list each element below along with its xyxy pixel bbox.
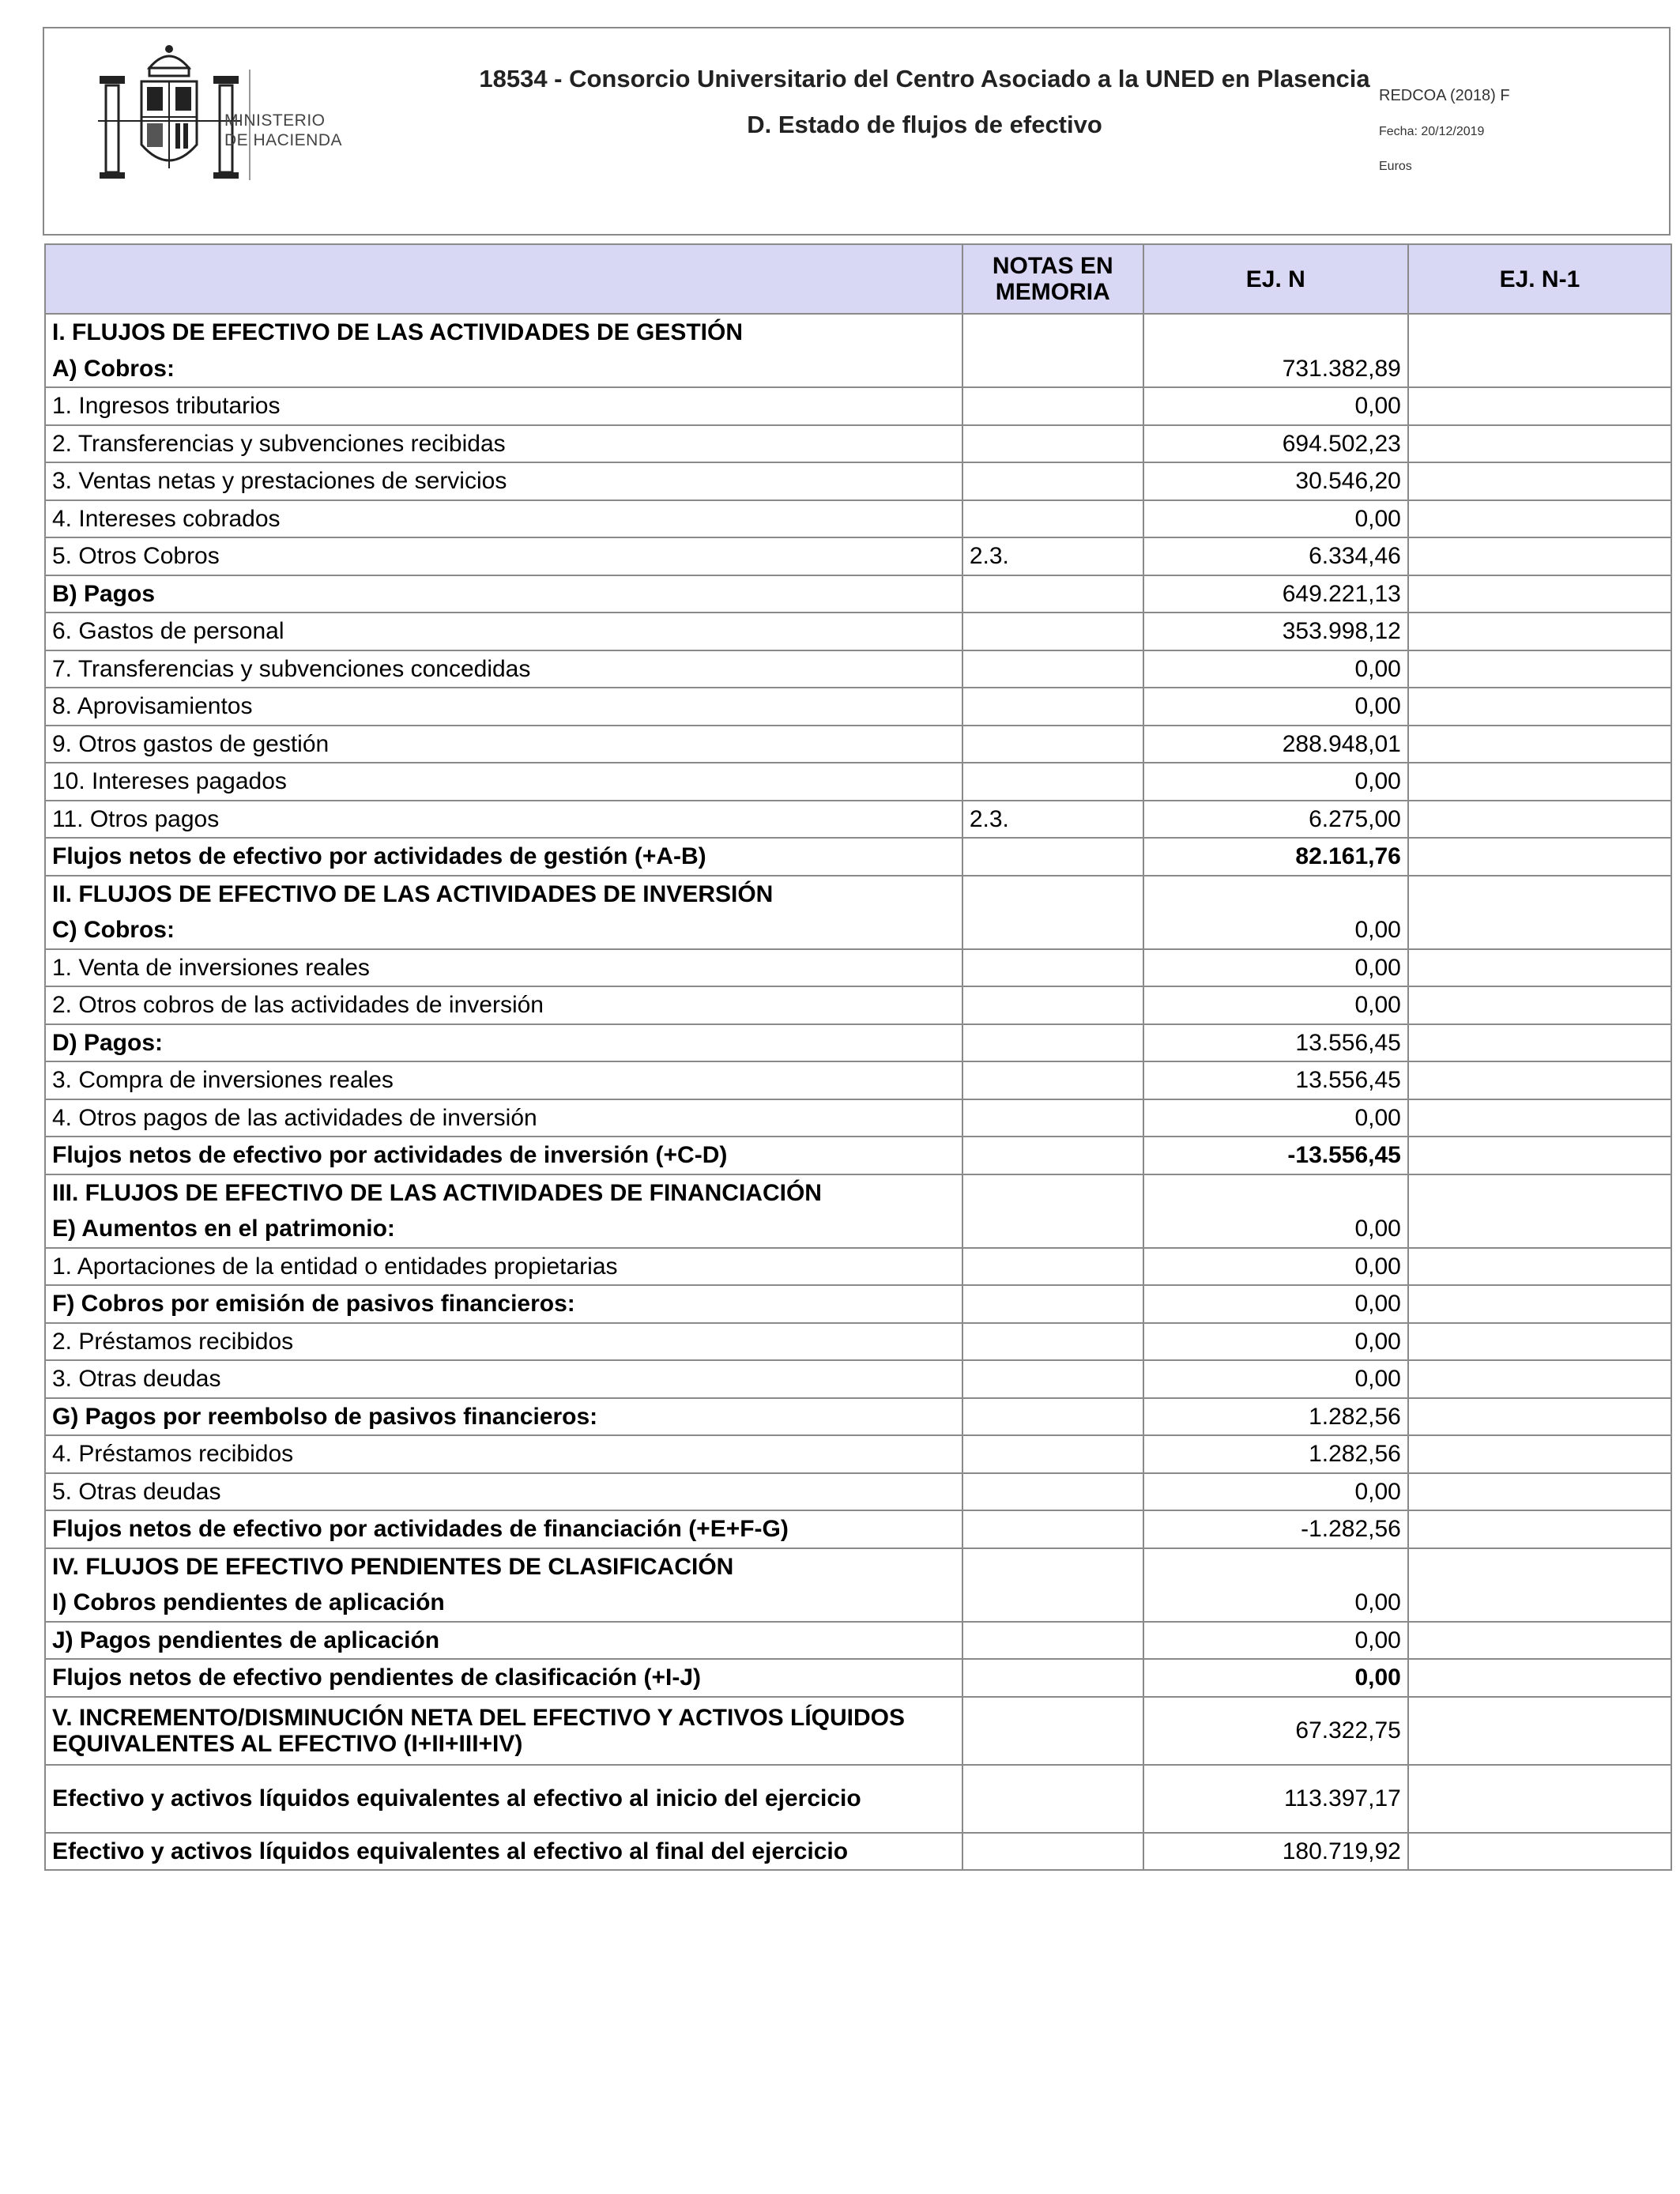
row-nota [962,1024,1143,1062]
row-ej-n1 [1408,688,1671,726]
header-notas: NOTAS EN MEMORIA [962,244,1143,314]
row-label: Efectivo y activos líquidos equivalentes al efectivo al final del ejercicio [45,1833,962,1871]
row-nota [962,1211,1143,1248]
row-ej-n1 [1408,1765,1671,1833]
row-nota [962,1360,1143,1398]
row-ej-n: 649.221,13 [1143,575,1408,613]
row-nota [962,1833,1143,1871]
row-ej-n1 [1408,1510,1671,1548]
row-label: 5. Otros Cobros [45,537,962,575]
row-ej-n: 13.556,45 [1143,1061,1408,1099]
row-nota: 2.3. [962,537,1143,575]
row-ej-n1 [1408,1323,1671,1361]
row-label: Efectivo y activos líquidos equivalentes al efectivo al inicio del ejercicio [45,1765,962,1833]
row-nota [962,500,1143,538]
row-ej-n1 [1408,1099,1671,1137]
row-ej-n: 1.282,56 [1143,1398,1408,1436]
table-row [45,1398,1671,1436]
row-ej-n: 0,00 [1143,1360,1408,1398]
row-label: Flujos netos de efectivo por actividades de financiación (+E+F-G) [45,1510,962,1548]
table-row [45,351,1671,388]
row-nota [962,1765,1143,1833]
table-row [45,912,1671,949]
row-label: Flujos netos de efectivo por actividades de gestión (+A-B) [45,838,962,876]
row-label: 1. Venta de inversiones reales [45,949,962,987]
row-nota: 2.3. [962,801,1143,839]
row-ej-n1 [1408,1697,1671,1765]
row-label: 2. Préstamos recibidos [45,1323,962,1361]
row-label: F) Cobros por emisión de pasivos financieros: [45,1285,962,1323]
row-ej-n: 0,00 [1143,1099,1408,1137]
redcoa-code: REDCOA (2018) F [1379,87,1510,104]
row-ej-n1 [1408,575,1671,613]
row-ej-n: 353.998,12 [1143,613,1408,650]
row-label: 11. Otros pagos [45,801,962,839]
row-label: 10. Intereses pagados [45,763,962,801]
row-ej-n1 [1408,425,1671,463]
table-row [45,1099,1671,1137]
row-ej-n1 [1408,986,1671,1024]
table-row [45,1548,1671,1585]
row-nota [962,1248,1143,1286]
row-label: 4. Intereses cobrados [45,500,962,538]
row-label: Flujos netos de efectivo pendientes de clasificación (+I-J) [45,1659,962,1697]
row-ej-n1 [1408,726,1671,763]
row-nota [962,314,1143,351]
row-ej-n: 0,00 [1143,1622,1408,1660]
table-row [45,763,1671,801]
row-ej-n1 [1408,1548,1671,1585]
row-ej-n1 [1408,462,1671,500]
ministry-name-line1: MINISTERIO [224,111,326,130]
row-nota [962,763,1143,801]
row-label: 8. Aprovisamientos [45,688,962,726]
row-ej-n1 [1408,1398,1671,1436]
table-row [45,1211,1671,1248]
row-nota [962,1435,1143,1473]
row-nota [962,1548,1143,1585]
row-ej-n: 180.719,92 [1143,1833,1408,1871]
table-row [45,1765,1671,1833]
table-row [45,1137,1671,1174]
row-label: D) Pagos: [45,1024,962,1062]
table-row [45,537,1671,575]
row-ej-n1 [1408,537,1671,575]
table-row [45,1435,1671,1473]
row-ej-n: 288.948,01 [1143,726,1408,763]
row-nota [962,1323,1143,1361]
row-ej-n: 67.322,75 [1143,1697,1408,1765]
row-nota [962,387,1143,425]
row-nota [962,1659,1143,1697]
currency-unit: Euros [1379,160,1412,173]
report-subtitle: D. Estado de flujos de efectivo [747,111,1102,138]
row-label: III. FLUJOS DE EFECTIVO DE LAS ACTIVIDADES DE FINANCIACIÓN [45,1174,962,1212]
row-label: C) Cobros: [45,912,962,949]
table-row [45,500,1671,538]
header-ej-n1: EJ. N-1 [1408,244,1671,314]
row-ej-n1 [1408,1024,1671,1062]
row-ej-n: 82.161,76 [1143,838,1408,876]
row-label: E) Aumentos en el patrimonio: [45,1211,962,1248]
row-label: 9. Otros gastos de gestión [45,726,962,763]
row-ej-n1 [1408,1833,1671,1871]
table-row [45,650,1671,688]
row-ej-n1 [1408,1285,1671,1323]
row-nota [962,838,1143,876]
row-nota [962,1398,1143,1436]
row-label: B) Pagos [45,575,962,613]
row-ej-n: 0,00 [1143,1211,1408,1248]
table-row [45,1659,1671,1697]
report-date: Fecha: 20/12/2019 [1379,125,1485,138]
row-nota [962,726,1143,763]
row-nota [962,876,1143,913]
table-row [45,1061,1671,1099]
row-ej-n1 [1408,500,1671,538]
row-ej-n1 [1408,650,1671,688]
row-ej-n: 0,00 [1143,650,1408,688]
row-nota [962,688,1143,726]
row-ej-n [1143,876,1408,913]
report-title: 18534 - Consorcio Universitario del Centro Asociado a la UNED en Plasencia [479,65,1370,92]
row-nota [962,351,1143,388]
table-row [45,1360,1671,1398]
row-ej-n1 [1408,1622,1671,1660]
table-row [45,949,1671,987]
row-ej-n1 [1408,387,1671,425]
row-nota [962,1697,1143,1765]
row-label: 3. Compra de inversiones reales [45,1061,962,1099]
row-nota [962,1510,1143,1548]
table-body [45,314,1671,1870]
table-row [45,462,1671,500]
row-ej-n1 [1408,838,1671,876]
table-row [45,876,1671,913]
row-ej-n1 [1408,876,1671,913]
row-label: 2. Transferencias y subvenciones recibidas [45,425,962,463]
row-ej-n1 [1408,1435,1671,1473]
row-ej-n: 6.334,46 [1143,537,1408,575]
row-ej-n: 0,00 [1143,912,1408,949]
row-label: 7. Transferencias y subvenciones concedidas [45,650,962,688]
row-nota [962,1585,1143,1622]
table-row [45,1833,1671,1871]
row-ej-n: 731.382,89 [1143,351,1408,388]
table-row [45,425,1671,463]
row-ej-n: 0,00 [1143,1285,1408,1323]
row-label: Flujos netos de efectivo por actividades de inversión (+C-D) [45,1137,962,1174]
table-row [45,1473,1671,1511]
row-label: V. INCREMENTO/DISMINUCIÓN NETA DEL EFECTIVO Y ACTIVOS LÍQUIDOS EQUIVALENTES AL EFECTIVO (I+II+III+IV) [45,1697,962,1765]
row-ej-n1 [1408,763,1671,801]
row-nota [962,1622,1143,1660]
row-ej-n: 0,00 [1143,387,1408,425]
table-row [45,387,1671,425]
row-ej-n1 [1408,1248,1671,1286]
row-nota [962,1099,1143,1137]
row-ej-n1 [1408,1061,1671,1099]
row-ej-n1 [1408,949,1671,987]
row-nota [962,1137,1143,1174]
row-ej-n: 0,00 [1143,688,1408,726]
ministry-name-line2: DE HACIENDA [224,131,343,149]
row-ej-n: 0,00 [1143,1323,1408,1361]
row-ej-n1 [1408,912,1671,949]
header-ej-n: EJ. N [1143,244,1408,314]
row-label: 5. Otras deudas [45,1473,962,1511]
row-label: 1. Aportaciones de la entidad o entidades propietarias [45,1248,962,1286]
row-ej-n: 694.502,23 [1143,425,1408,463]
row-nota [962,1174,1143,1212]
row-ej-n: -13.556,45 [1143,1137,1408,1174]
row-ej-n: -1.282,56 [1143,1510,1408,1548]
table-row [45,1024,1671,1062]
row-label: 3. Otras deudas [45,1360,962,1398]
row-nota [962,613,1143,650]
table-row [45,1585,1671,1622]
table-row [45,1510,1671,1548]
row-label: 2. Otros cobros de las actividades de inversión [45,986,962,1024]
row-label: J) Pagos pendientes de aplicación [45,1622,962,1660]
row-nota [962,462,1143,500]
row-label: I. FLUJOS DE EFECTIVO DE LAS ACTIVIDADES DE GESTIÓN [45,314,962,351]
row-label: G) Pagos por reembolso de pasivos financieros: [45,1398,962,1436]
row-ej-n [1143,1548,1408,1585]
table-row [45,726,1671,763]
row-ej-n: 0,00 [1143,1473,1408,1511]
row-ej-n1 [1408,1360,1671,1398]
table-row [45,688,1671,726]
row-nota [962,949,1143,987]
row-ej-n1 [1408,1211,1671,1248]
table-row [45,986,1671,1024]
table-row [45,801,1671,839]
row-ej-n: 30.546,20 [1143,462,1408,500]
row-ej-n: 0,00 [1143,500,1408,538]
row-label: 4. Otros pagos de las actividades de inversión [45,1099,962,1137]
row-label: IV. FLUJOS DE EFECTIVO PENDIENTES DE CLASIFICACIÓN [45,1548,962,1585]
row-label: 4. Préstamos recibidos [45,1435,962,1473]
row-ej-n: 0,00 [1143,1585,1408,1622]
table-row [45,1285,1671,1323]
row-ej-n: 6.275,00 [1143,801,1408,839]
ministry-name [224,111,342,150]
row-ej-n: 1.282,56 [1143,1435,1408,1473]
row-ej-n [1143,314,1408,351]
row-nota [962,912,1143,949]
table-header-row [45,244,1671,314]
row-ej-n: 113.397,17 [1143,1765,1408,1833]
row-label: A) Cobros: [45,351,962,388]
row-nota [962,425,1143,463]
table-row [45,1697,1671,1765]
table-row [45,575,1671,613]
row-label: 1. Ingresos tributarios [45,387,962,425]
row-ej-n1 [1408,1585,1671,1622]
row-ej-n: 0,00 [1143,949,1408,987]
table-row [45,314,1671,351]
table-row [45,838,1671,876]
row-ej-n1 [1408,1659,1671,1697]
row-nota [962,1285,1143,1323]
row-ej-n: 0,00 [1143,1659,1408,1697]
row-ej-n1 [1408,613,1671,650]
row-nota [962,650,1143,688]
table-row [45,1248,1671,1286]
row-nota [962,1473,1143,1511]
row-label: I) Cobros pendientes de aplicación [45,1585,962,1622]
row-ej-n: 0,00 [1143,763,1408,801]
table-row [45,1622,1671,1660]
row-ej-n1 [1408,1137,1671,1174]
row-ej-n: 0,00 [1143,986,1408,1024]
row-ej-n [1143,1174,1408,1212]
row-ej-n1 [1408,1174,1671,1212]
row-label: 3. Ventas netas y prestaciones de servicios [45,462,962,500]
row-nota [962,575,1143,613]
table-row [45,613,1671,650]
row-label: II. FLUJOS DE EFECTIVO DE LAS ACTIVIDADES DE INVERSIÓN [45,876,962,913]
row-nota [962,1061,1143,1099]
cash-flow-table [44,243,1672,1871]
row-ej-n: 13.556,45 [1143,1024,1408,1062]
table-row [45,1174,1671,1212]
table-row [45,1323,1671,1361]
row-label: 6. Gastos de personal [45,613,962,650]
header-concept [45,244,962,314]
row-ej-n1 [1408,1473,1671,1511]
row-ej-n1 [1408,314,1671,351]
row-ej-n1 [1408,351,1671,388]
row-ej-n1 [1408,801,1671,839]
row-ej-n: 0,00 [1143,1248,1408,1286]
row-nota [962,986,1143,1024]
